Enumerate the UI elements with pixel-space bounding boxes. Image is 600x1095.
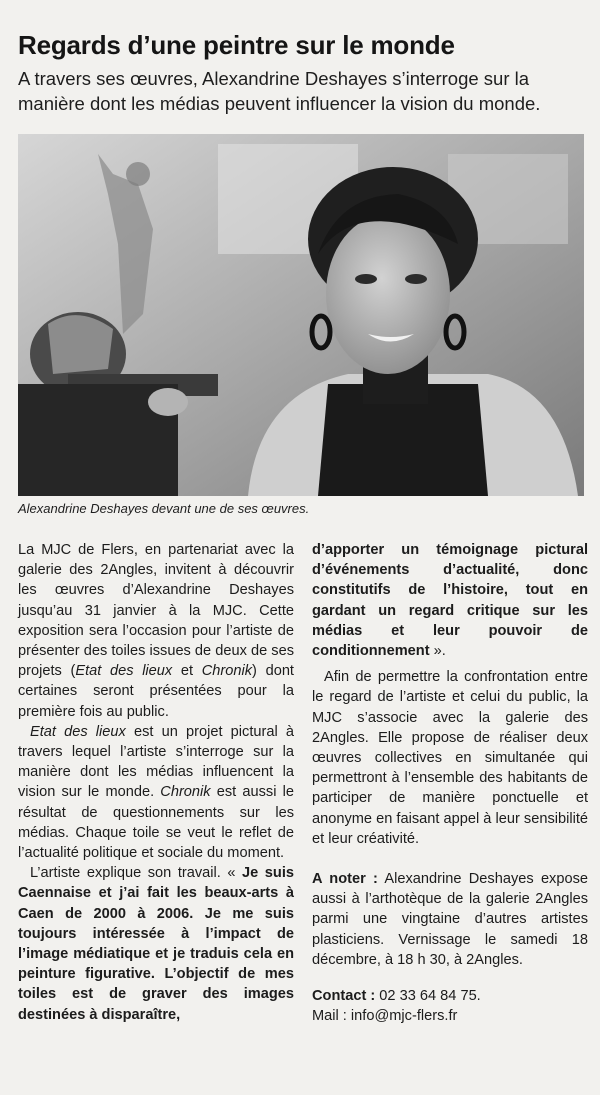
article-photo — [18, 134, 584, 496]
paragraph-projects: Etat des lieux est un projet pictural à travers lequel l’artiste s’interroge sur la manière dont les médias influencent la vision sur le monde. Chronik est aussi le résultat de questionnements sur les médias. Chaque toile se veut le reflet de l’actualité politique et sociale du moment. — [18, 723, 294, 862]
left-column — [18, 540, 294, 1025]
paragraph-collective: Afin de permettre la confrontation entre le regard de l’artiste et celui du public, la MJC s’associe avec la galerie des 2Angles. Elle propose de réaliser deux œuvres collectives en simultanée qui permettront à l’ensemble des habitants de participer de manière ponctuelle et anonyme en faisant appel à leur sensibilité et leur créativité. — [312, 669, 588, 847]
paragraph-note: A noter : Alexandrine Deshayes expose aussi à l’arthotèque de la galerie 2Angles parmi une vingtaine d’autres artistes plasticiens. Vernissage le samedi 18 décembre, à 18 h 30, à 2Angles. — [312, 871, 589, 968]
contact-line: Contact : 02 33 64 84 75. — [312, 988, 481, 1005]
photo-caption: Alexandrine Deshayes devant une de ses œuvres. — [18, 501, 310, 516]
photo-illustration — [18, 134, 584, 496]
paragraph-quote-end: d’apporter un témoignage pictural d’événements d’actualité, donc constitutifs de l’histoire, tout en gardant un regard critique sur les médias et leur pouvoir de conditionnement ». — [312, 542, 588, 660]
headline: Regards d’une peintre sur le monde — [18, 30, 455, 60]
paragraph-quote-start: L’artiste explique son travail. « Je suis Caennaise et j’ai fait les beaux-arts à Caen de 2000 à 2006. Je me suis toujours intéressée à l’impact de l’image médiatique et je traduis cela en peinture figurative. L’objectif de mes toiles est de graver des images destinées à disparaître, — [18, 865, 294, 1023]
paragraph-intro: La MJC de Flers, en partenariat avec la galerie des 2Angles, invitent à découvrir les œuvres d’Alexandrine Deshayes jusqu’au 31 janvier à la MJC. Cette exposition sera l’occasion pour l’artiste de présenter des toiles issues de deux de ses projets (Etat des lieux et Chronik) dont certaines seront présentées pour la première fois au public. — [18, 542, 294, 720]
mail-address: info@mjc-flers.fr — [350, 1008, 458, 1025]
right-column — [312, 540, 588, 1026]
mail-line: Mail : info@mjc-flers.fr — [312, 1008, 458, 1025]
standfirst: A travers ses œuvres, Alexandrine Deshayes s’interroge sur la manière dont les médias peuvent influencer la vision du monde. — [18, 68, 541, 114]
